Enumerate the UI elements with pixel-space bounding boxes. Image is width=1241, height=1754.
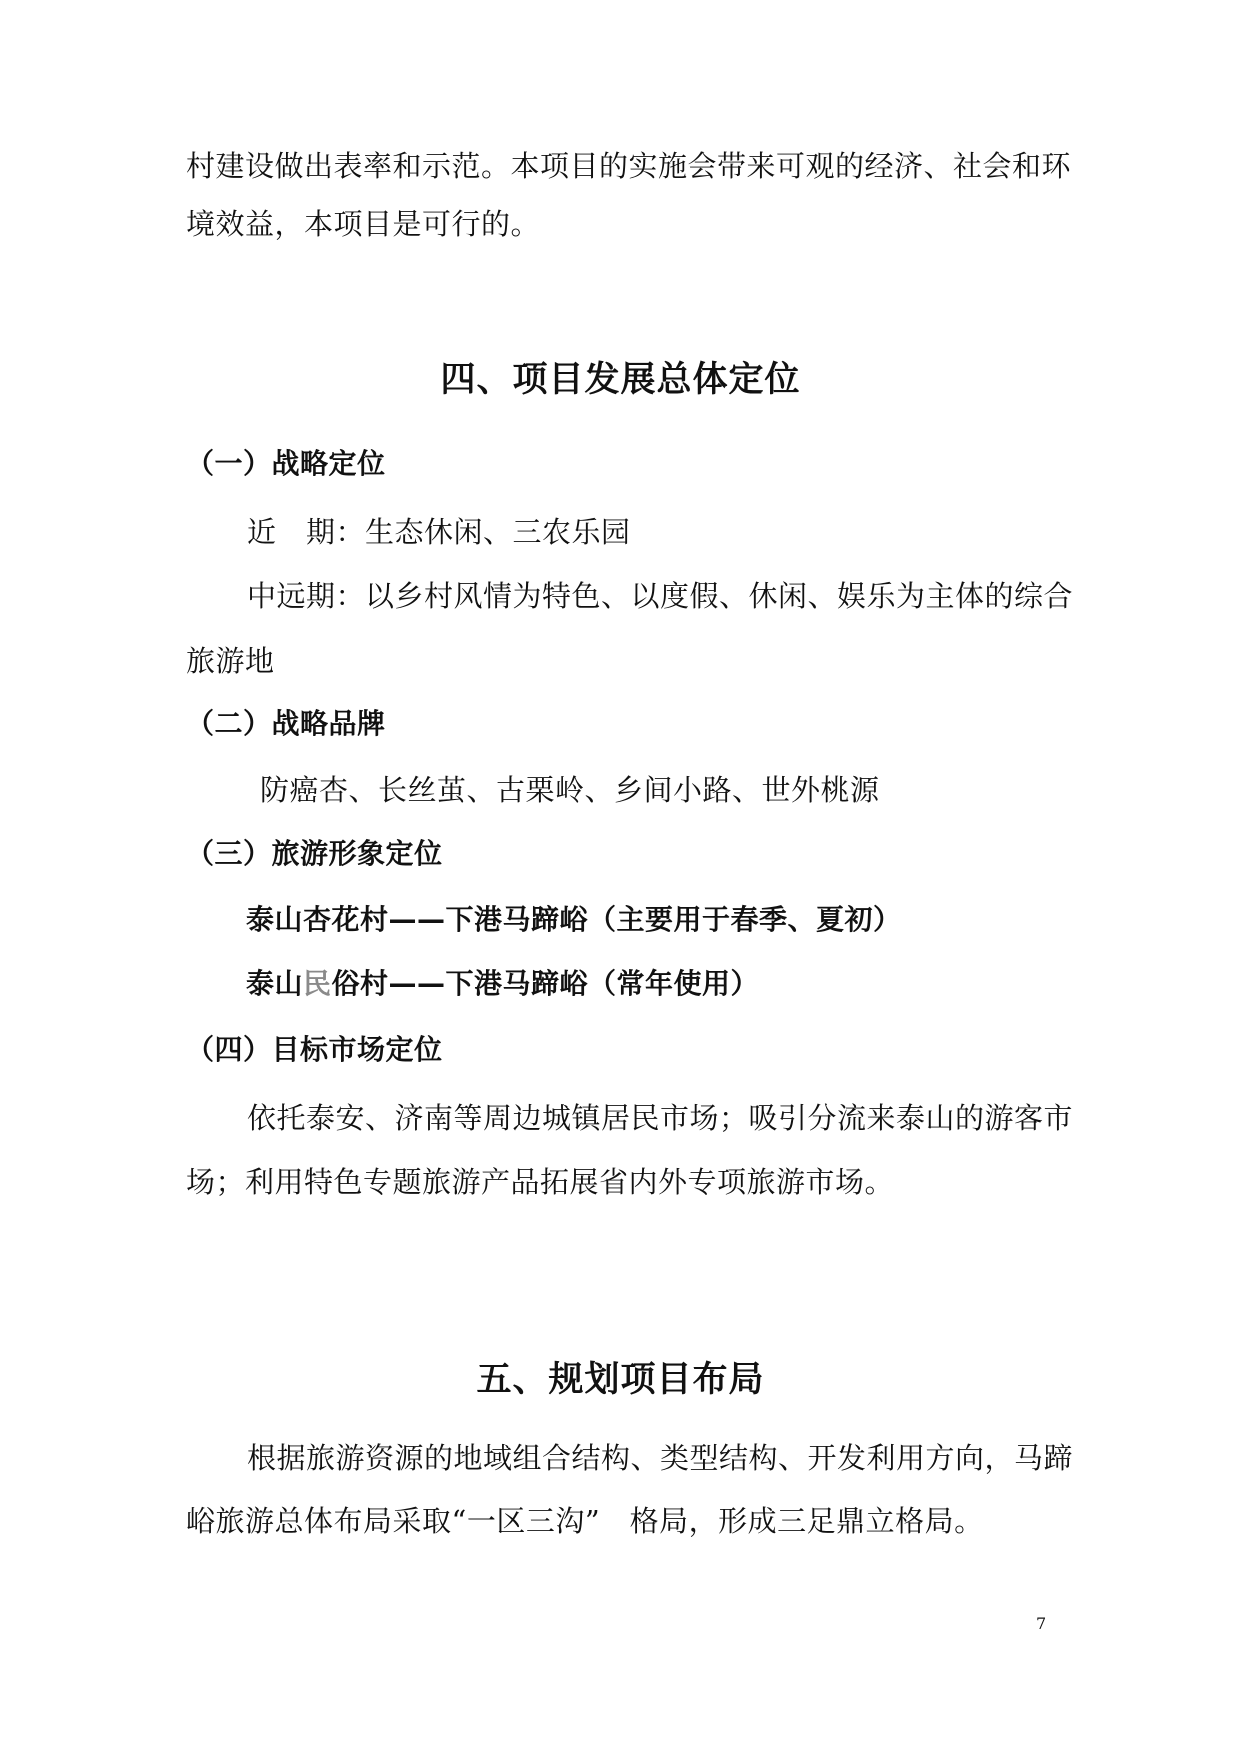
target-market-title: （四）目标市场定位 bbox=[186, 1033, 443, 1066]
tourism-image-slogan-2-gray-character: 民 bbox=[303, 967, 332, 1000]
layout-description-line-1: 根据旅游资源的地域组合结构、类型结构、开发利用方向，马蹄 bbox=[247, 1441, 1074, 1475]
mid-long-term-positioning-line-1: 中远期：以乡村风情为特色、以度假、休闲、娱乐为主体的综合 bbox=[247, 579, 1074, 613]
near-term-positioning: 近 期：生态休闲、三农乐园 bbox=[247, 515, 631, 549]
tourism-image-slogan-2-part-3: 俗村——下港马蹄峪（常年使用） bbox=[331, 967, 760, 1000]
intro-line-2: 境效益，本项目是可行的。 bbox=[186, 207, 541, 241]
page-number: 7 bbox=[1036, 1614, 1047, 1633]
strategic-brand-title: （二）战略品牌 bbox=[186, 707, 386, 740]
target-market-line-2: 场；利用特色专题旅游产品拓展省内外专项旅游市场。 bbox=[186, 1165, 895, 1199]
tourism-image-slogan-1: 泰山杏花村——下港马蹄峪（主要用于春季、夏初） bbox=[246, 903, 902, 936]
tourism-image-slogan-2-part-1: 泰山 bbox=[246, 967, 304, 1000]
intro-line-1: 村建设做出表率和示范。本项目的实施会带来可观的经济、社会和环 bbox=[186, 149, 1072, 183]
layout-description-line-2: 峪旅游总体布局采取“一区三沟” 格局，形成三足鼎立格局。 bbox=[186, 1504, 984, 1538]
section-4-title: 四、项目发展总体定位 bbox=[440, 360, 801, 400]
target-market-line-1: 依托泰安、济南等周边城镇居民市场；吸引分流来泰山的游客市 bbox=[247, 1101, 1074, 1135]
section-5-title: 五、规划项目布局 bbox=[476, 1360, 765, 1400]
strategic-positioning-title: （一）战略定位 bbox=[186, 447, 386, 480]
tourism-image-slogan-2 bbox=[246, 966, 759, 1002]
strategic-brand-list: 防癌杏、长丝茧、古栗岭、乡间小路、世外桃源 bbox=[260, 773, 880, 807]
mid-long-term-positioning-line-2: 旅游地 bbox=[186, 644, 275, 678]
tourism-image-title: （三）旅游形象定位 bbox=[186, 837, 443, 870]
